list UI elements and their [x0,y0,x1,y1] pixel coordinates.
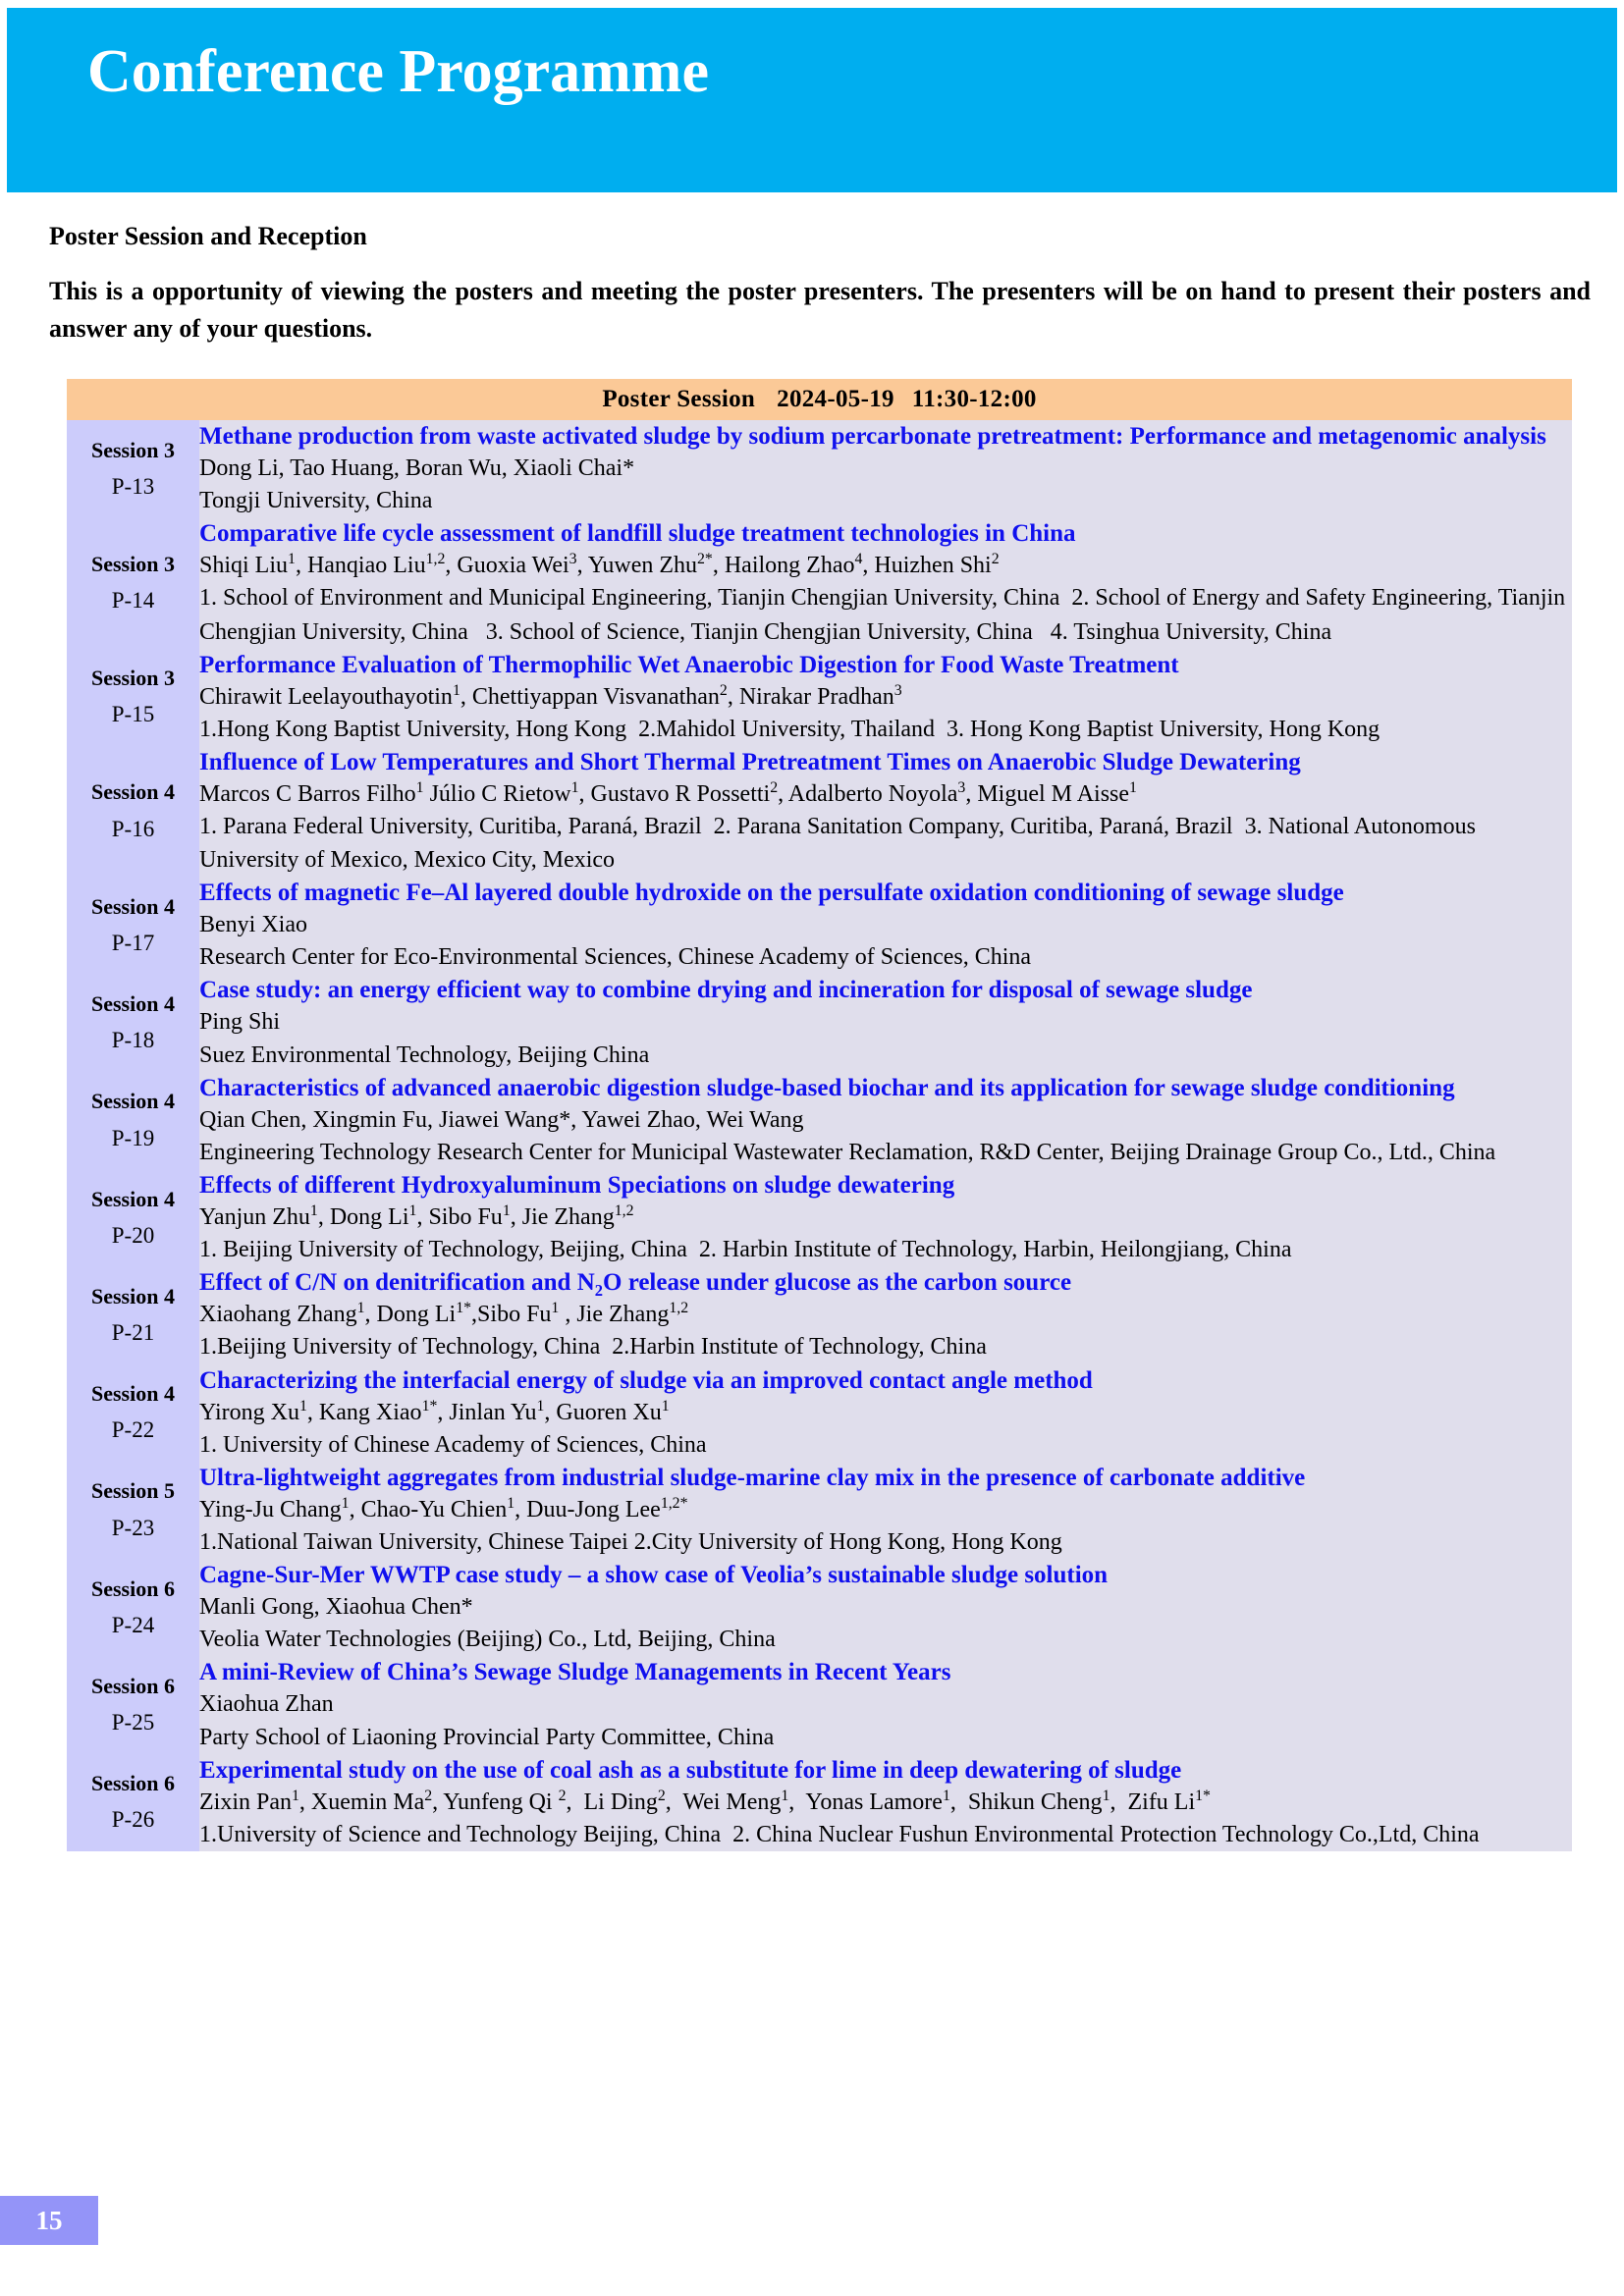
table-row [67,746,1572,877]
session-label: Session 3 [91,666,175,691]
paper-cell [199,1169,1572,1266]
session-header-time: 11:30-12:00 [911,386,1037,412]
page-number-badge: 15 [0,2196,98,2245]
paper-title: Ultra-lightweight aggregates from industrial sludge-marine clay mix in the presence of carbonate additive [199,1464,1306,1491]
table-row [67,1462,1572,1559]
paper-title: A mini-Review of China’s Sewage Sludge Managements in Recent Years [199,1659,951,1686]
paper-cell [199,1364,1572,1462]
paper-affiliation: 1.Beijing University of Technology, China 2.Harbin Institute of Technology, China [199,1334,987,1361]
session-label: Session 4 [91,893,175,919]
session-label: Session 4 [91,1186,175,1211]
paper-authors: Xiaohua Zhan [199,1691,334,1718]
paper-title: Case study: an energy efficient way to combine drying and incineration for disposal of sewage sludge [199,977,1253,1004]
session-label: Session 6 [91,1673,175,1698]
paper-number: P-15 [111,702,155,727]
paper-affiliation: Research Center for Eco-Environmental Sciences, Chinese Academy of Sciences, China [199,944,1032,971]
session-label: Session 4 [91,1089,175,1114]
session-cell [67,517,199,648]
table-row [67,1169,1572,1266]
paper-number: P-26 [111,1807,155,1833]
table-row [67,1754,1572,1851]
paper-authors: Ping Shi [199,1009,281,1036]
paper-affiliation: 1. Beijing University of Technology, Beijing, China 2. Harbin Institute of Technology, Harbin, Heilongjiang, China [199,1237,1292,1263]
paper-authors: Yirong Xu$^1$, Kang Xiao$^{1*}$, Jinlan Yu$^1$, Guoren Xu$^1$ [199,1397,670,1425]
paper-cell [199,1559,1572,1656]
paper-authors: Benyi Xiao [199,912,307,938]
session-cell [67,1266,199,1363]
session-cell [67,1462,199,1559]
paper-cell [199,974,1572,1071]
paper-affiliation: Tongji University, China [199,488,433,514]
paper-number: P-21 [111,1320,155,1346]
paper-title: Characterizing the interfacial energy of sludge via an improved contact angle method [199,1366,1093,1394]
paper-title: Performance Evaluation of Thermophilic Wet Anaerobic Digestion for Food Waste Treatment [199,651,1179,678]
paper-title: Methane production from waste activated sludge by sodium percarbonate pretreatment: Performance and metagenomic analysis [199,423,1546,450]
paper-cell [199,1656,1572,1753]
paper-affiliation: 1. Parana Federal University, Curitiba, Paraná, Brazil 2. Parana Sanitation Company, Curitiba, Paraná, Brazil 3. National Autonomous University of Mexico, Mexico City, Mexico [199,814,1476,874]
session-label: Session 3 [91,551,175,576]
table-row [67,974,1572,1071]
poster-session-table [67,379,1572,1851]
table-body [67,420,1572,1851]
session-label: Session 4 [91,991,175,1016]
paper-authors: Ying-Ju Chang$^1$, Chao-Yu Chien$^1$, Duu-Jong Lee$^{1,2*}$ [199,1494,688,1522]
session-cell [67,420,199,517]
paper-title: Effects of magnetic Fe–Al layered double hydroxide on the persulfate oxidation conditioning of sewage sludge [199,880,1344,907]
session-header-label: Poster Session [602,386,756,412]
paper-authors: Zixin Pan$^1$, Xuemin Ma$^2$, Yunfeng Qi $^2$, Li Ding$^2$, Wei Meng$^1$, Yonas Lamore$^1$, Shikun Cheng$^1$, Zifu $Li^{1*}$ [199,1787,1211,1815]
paper-cell [199,1462,1572,1559]
paper-affiliation: 1.Hong Kong Baptist University, Hong Kong 2.Mahidol University, Thailand 3. Hong Kong Baptist University, Hong Kong [199,716,1380,742]
session-header-date: 2024-05-19 [777,386,894,412]
paper-title: Influence of Low Temperatures and Short Thermal Pretreatment Times on Anaerobic Sludge Dewatering [199,748,1301,775]
page-banner [7,8,1617,192]
session-cell [67,1754,199,1851]
paper-number: P-17 [111,931,155,956]
table-row [67,1072,1572,1169]
paper-affiliation: 1.National Taiwan University, Chinese Taipei 2.City University of Hong Kong, Hong Kong [199,1529,1062,1555]
table-row [67,877,1572,974]
session-cell [67,877,199,974]
paper-number: P-25 [111,1710,155,1735]
paper-number: P-19 [111,1125,155,1150]
paper-cell [199,746,1572,877]
paper-cell [199,517,1572,648]
paper-number: P-18 [111,1028,155,1053]
paper-number: P-14 [111,588,155,614]
session-label: Session 6 [91,1575,175,1601]
page-title: Conference Programme [87,38,709,105]
paper-title: Characteristics of advanced anaerobic digestion sludge-based biochar and its application for sewage sludge conditioning [199,1074,1455,1101]
table-row [67,1559,1572,1656]
paper-number: P-16 [111,816,155,841]
table-row [67,1364,1572,1462]
session-label: Session 4 [91,1381,175,1407]
paper-affiliation: 1. School of Environment and Municipal Engineering, Tianjin Chengjian University, China 2. School of Energy and Safety Engineering, Tianjin Chengjian University, China 3. School of Science, Tianjin Chengjian University, China 4. Tsinghua University, China [199,585,1566,645]
session-cell [67,746,199,877]
paper-affiliation: 1.University of Science and Technology Beijing, China 2. China Nuclear Fushun Environmental Protection Technology Co.,Ltd, China [199,1821,1480,1847]
paper-title: Experimental study on the use of coal ash as a substitute for lime in deep dewatering of sludge [199,1756,1182,1784]
session-cell [67,1072,199,1169]
table-row [67,420,1572,517]
paper-authors: Shiqi Liu$^1$, Hanqiao Liu$^{1,2}$, Guoxia Wei$^3$, Yuwen Zhu$^{2*}$, Hailong Zhao$^4$, Huizhen Shi$^2$ [199,551,1000,579]
paper-cell [199,1754,1572,1851]
table-header-row [67,379,1572,420]
paper-affiliation: Party School of Liaoning Provincial Party Committee, China [199,1724,775,1750]
paper-number: P-24 [111,1612,155,1637]
session-label: Session 4 [91,1283,175,1308]
table-row [67,649,1572,746]
paper-affiliation: Suez Environmental Technology, Beijing China [199,1041,650,1068]
session-cell [67,1656,199,1753]
paper-title: Cagne-Sur-Mer WWTP case study – a show case of Veolia’s sustainable sludge solution [199,1562,1109,1589]
paper-cell [199,420,1572,517]
session-cell [67,649,199,746]
table-header [67,379,1572,420]
paper-authors: Marcos C Barros Filho$^1$ Júlio C Rietow$^1$, Gustavo R Possetti$^2$, Adalberto Noyola$^3$, Miguel M Aisse$^1$ [199,778,1137,807]
session-cell [67,1559,199,1656]
table-row [67,1656,1572,1753]
paper-authors: Yanjun Zhu$^1$, Dong Li$^1$, Sibo Fu$^1$, Jie Zhang$^{1,2}$ [199,1202,634,1231]
paper-authors: Manli Gong, Xiaohua Chen* [199,1594,473,1621]
session-cell [67,1169,199,1266]
paper-authors: Dong Li, Tao Huang, Boran Wu, Xiaoli Chai* [199,455,635,481]
paper-cell [199,1072,1572,1169]
table-row [67,517,1572,648]
paper-number: P-22 [111,1417,155,1443]
paper-affiliation: Engineering Technology Research Center for Municipal Wastewater Reclamation, R&D Center, Beijing Drainage Group Co., Ltd., China [199,1139,1496,1165]
paper-authors: Chirawit Leelayouthayotin$^1$, Chettiyappan Visvanathan$^2$, Nirakar Pradhan$^3$ [199,681,902,710]
session-label: Session 6 [91,1771,175,1796]
section-heading: Poster Session and Reception [49,222,367,250]
paper-number: P-20 [111,1222,155,1248]
session-cell [67,974,199,1071]
session-cell [67,1364,199,1462]
intro-paragraph: This is a opportunity of viewing the posters and meeting the poster presenters. The presenters will be on hand to present their posters and answer any of your questions. [49,277,1591,343]
paper-number: P-23 [111,1515,155,1540]
paper-affiliation: 1. University of Chinese Academy of Sciences, China [199,1431,707,1458]
intro-block [49,221,1591,347]
paper-authors: Xiaohang Zhang$^1$, Dong $Li^{1*},Sibo$ Fu$^1$ , Jie Zhang$^{1,2}$ [199,1300,689,1328]
session-label: Session 3 [91,437,175,462]
paper-authors: Qian Chen, Xingmin Fu, Jiawei Wang*, Yawei Zhao, Wei Wang [199,1106,804,1133]
paper-affiliation: Veolia Water Technologies (Beijing) Co., Ltd, Beijing, China [199,1627,776,1653]
table-row [67,1266,1572,1363]
paper-cell [199,877,1572,974]
session-label: Session 5 [91,1478,175,1504]
paper-number: P-13 [111,473,155,499]
paper-title: Effects of different Hydroxyaluminum Speciations on sludge dewatering [199,1172,955,1200]
session-header-cell [67,379,1572,420]
session-label: Session 4 [91,779,175,805]
paper-title: Effect of C/N on denitrification and $N_2O$ release under glucose as the carbon source [199,1269,1072,1301]
paper-title: Comparative life cycle assessment of landfill sludge treatment technologies in China [199,520,1076,548]
paper-cell [199,1266,1572,1363]
paper-cell [199,649,1572,746]
